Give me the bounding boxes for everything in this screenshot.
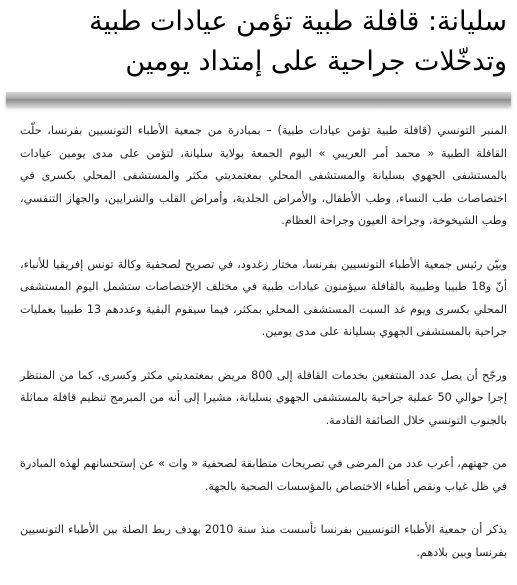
article-paragraph: المنبر التونسي (قافلة طبية تؤمن عيادات طبية) – بمبادرة من جمعية الأطباء التونسيين بفرنسا، حلّت القافلة الطبية « محمد أمر العريبي » اليوم الجمعة بولاية سليانة، لتؤمن على مدى يومين عيادات بالمستشفى الجهوي بسليانة والمستشفى المحلي بمعتمديتي مكثر والمستشفى المحلي بكسرى في اختصاصات طب النساء، وطب الأطفال، والأمراض الجلدية، وأمراض القلب والشرايين، والجهاز التنفسي، وطب الشيخوخة، وجراحة العيون وجراحة العظام. bbox=[20, 124, 507, 227]
article-paragraph: ورجّح أن يصل عدد المنتفعين بخدمات القافلة إلى 800 مريض بمعتمديتي مكثر وكسرى، كما من المنتظر إجرا حوالي 50 عملية جراحية بالمستشفى الجهوي بسليانة، مشيرا إلى أنه من المبرمج تنظيم قافلة مماثلة بالجنوب التونسي خلال الصائفة القادمة. bbox=[20, 368, 507, 427]
article-body bbox=[20, 120, 507, 585]
article-paragraph: من جهتهم، أعرب عدد من المرضى في تصريحات متطابقة لصحفية « وات » عن إستحسانهم لهذه المبادرة في ظل غياب ونقص أطباء الاختصاص بالمؤسسات الصحية بالجهة. bbox=[20, 457, 507, 493]
title-divider bbox=[6, 92, 511, 106]
article-paragraph: وبيّن رئيس جمعية الأطباء التونسيين بفرنسا، مختار زغدود، في تصريح لصحفية وكالة تونس إفريقيا للأنباء، أنّ و18 طبيبا وطبيبة بالقافلة سيؤمنون عيادات طبية في مختلف الإختصاصات ستشمل اليوم المستشفى المحلي بكسرى ويوم غد السبت المستشفى المحلي بمكثر، فيما سيقوم البقية وعددهم 13 طبيبا بعمليات جراحية بالمستشفى الجهوي بسليانة على مدى يومين. bbox=[20, 257, 507, 338]
article-title: سليانة: قافلة طبية تؤمن عيادات طبية وتدخّلات جراحية على إمتداد يومين bbox=[89, 6, 507, 77]
article-paragraph: يذكر أن جمعية الأطباء التونسيين بفرنسا تأسست منذ سنة 2010 بهدف ربط الصلة بين الأطباء التونسيين بفرنسا وبين بلادهم. bbox=[20, 523, 507, 559]
